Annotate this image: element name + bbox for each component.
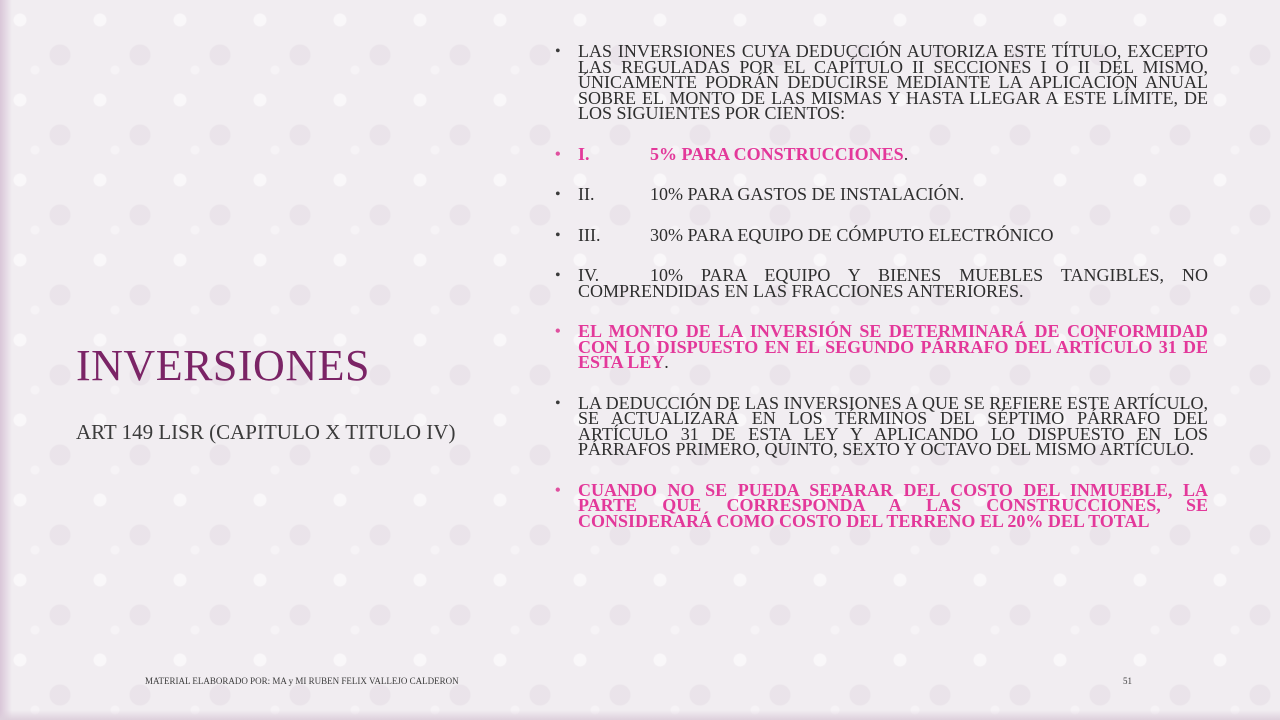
bullet-icon: • (555, 145, 561, 163)
bullet-icon: • (555, 323, 561, 340)
page-number: 51 (1123, 676, 1132, 686)
item-text: EL MONTO DE LA INVERSIÓN SE DETERMINARÁ DE CONFORMIDAD CON LO DISPUESTO EN EL SEGUNDO PÁRRAFO DEL ARTÍCULO 31 DE ESTA LEY (578, 321, 1208, 372)
bullet-icon: • (555, 394, 561, 412)
item-suffix: . (903, 143, 909, 164)
left-frame-edge (0, 0, 12, 720)
slide-subtitle: ART 149 LISR (CAPITULO X TITULO IV) (76, 420, 456, 444)
list-item-fraction-iv (554, 265, 1208, 301)
list-item-costo-terreno (554, 479, 1208, 531)
item-text: 5% PARA CONSTRUCCIONES (650, 143, 904, 164)
list-item-fraction-i (554, 143, 1208, 164)
fraction-number: I. (578, 143, 590, 164)
fraction-number: IV. (578, 265, 600, 285)
item-text: 10% PARA GASTOS DE INSTALACIÓN. (650, 184, 965, 204)
bullet-icon: • (555, 481, 561, 499)
item-text: 10% PARA EQUIPO Y BIENES MUEBLES TANGIBLES, NO COMPRENDIDAS EN LAS FRACCIONES ANTERIORES. (578, 265, 1208, 301)
list-item-monto-inversion (554, 321, 1208, 372)
bullet-icon: • (555, 267, 561, 284)
item-text: LA DEDUCCIÓN DE LAS INVERSIONES A QUE SE REFIERE ESTE ARTÍCULO, SE ACTUALIZARÁ EN LOS TÉRMINOS DEL SÉPTIMO PÁRRAFO DEL ARTÍCULO 31 DE ESTA LEY Y APLICANDO LO DISPUESTO EN LOS PÁRRAFOS PRIMERO, QUINTO, SEXTO Y OCTAVO DEL MISMO ARTÍCULO. (578, 392, 1208, 459)
bullet-icon: • (555, 186, 561, 203)
bullet-icon: • (555, 226, 561, 244)
list-item-fraction-ii (554, 184, 1208, 204)
list-item-fraction-iii (554, 224, 1208, 245)
footer-author: MATERIAL ELABORADO POR: MA y MI RUBEN FELIX VALLEJO CALDERON (145, 676, 459, 686)
fraction-number: II. (578, 184, 595, 204)
slide-title: INVERSIONES (76, 341, 370, 390)
item-text: LAS INVERSIONES CUYA DEDUCCIÓN AUTORIZA ESTE TÍTULO, EXCEPTO LAS REGULADAS POR EL CAPÍTULO II SECCIONES I O II DEL MISMO, ÚNICAMENTE PODRÁN DEDUCIRSE MEDIANTE LA APLICACIÓN ANUAL SOBRE EL MONTO DE LAS MISMAS Y HASTA LLEGAR A ESTE LÍMITE, DE LOS SIGUIENTES POR CIENTOS: (578, 41, 1208, 123)
fraction-number: III. (578, 224, 601, 245)
bullet-icon: • (555, 43, 561, 60)
item-text: 30% PARA EQUIPO DE CÓMPUTO ELECTRÓNICO (650, 224, 1054, 245)
item-suffix: . (664, 352, 669, 372)
list-item-intro (554, 41, 1208, 123)
item-text: CUANDO NO SE PUEDA SEPARAR DEL COSTO DEL INMUEBLE, LA PARTE QUE CORRESPONDA A LAS CONSTRUCCIONES, SE CONSIDERARÁ COMO COSTO DEL TERRENO EL 20% DEL TOTAL (578, 479, 1208, 531)
list-item-actualizacion (554, 392, 1208, 459)
bottom-frame-edge (0, 710, 1280, 720)
content-bullet-list (554, 41, 1208, 554)
